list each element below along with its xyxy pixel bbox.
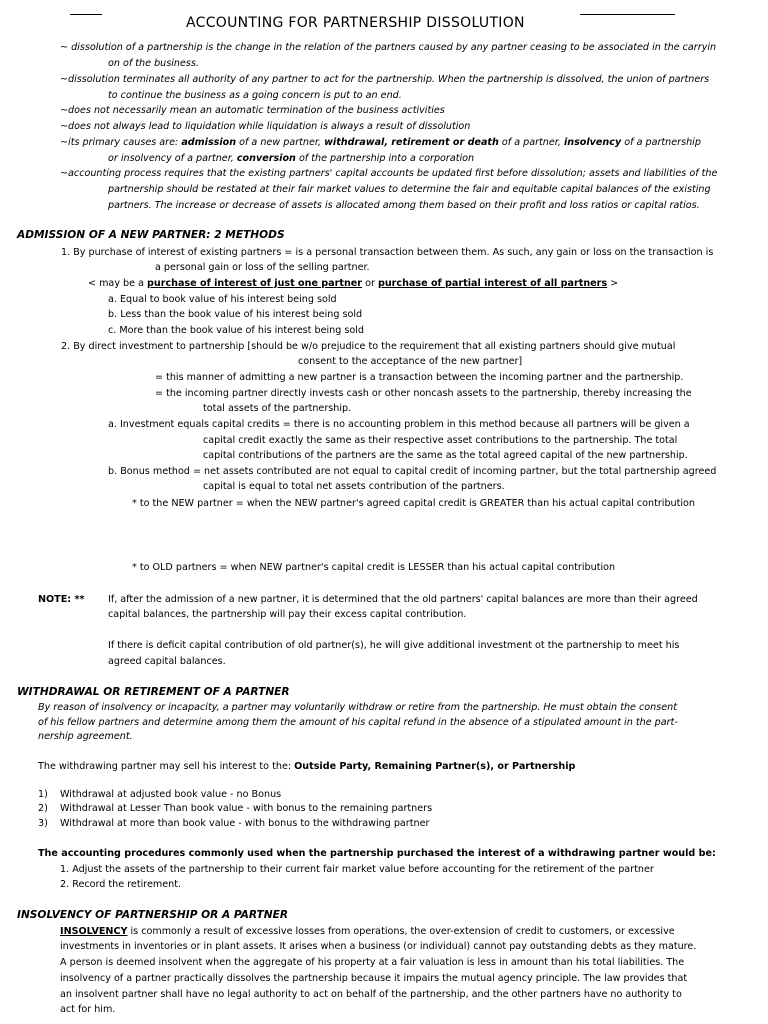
purchase-types	[88, 277, 618, 290]
intro-line-6-cont-2: partners. The increase or decrease of assets is allocated among them based on their profit and loss ratios or capital ratios.	[108, 200, 700, 211]
investment-explain-2: = the incoming partner directly invests cash or other noncash assets to the partnership, thereby increasing the	[155, 388, 692, 399]
causes-lead: ~its primary causes are:	[60, 137, 182, 148]
note-para-2-cont: agreed capital balances.	[108, 656, 226, 667]
page-title: ACCOUNTING FOR PARTNERSHIP DISSOLUTION	[186, 15, 525, 31]
intro-line-1: ~ dissolution of a partnership is the change in the relation of the partners caused by any partner ceasing to be associated in the carryin	[60, 42, 717, 53]
cause-insolvency: insolvency	[563, 137, 622, 148]
method-1-cont: a personal gain or loss of the selling partner.	[155, 262, 370, 273]
intro-line-5	[60, 136, 701, 149]
intro-line-3: ~does not necessarily mean an automatic termination of the business activities	[60, 105, 445, 116]
withdrawal-para-1-cont-1: of his fellow partners and determine among them the amount of his capital refund in the absence of a stipulated amount in the part-	[38, 717, 678, 728]
bonus-new-partner: * to the NEW partner = when the NEW partner's agreed capital credit is GREATER than his actual capital contribution	[132, 498, 696, 509]
withdrawal-item-3: Withdrawal at more than book value - with bonus to the withdrawing partner	[60, 818, 430, 829]
insolvency-text-1: is commonly a result of excessive losses from operations, the over-extension of credit to customers, or excessive	[127, 926, 675, 937]
insolvency-para-5: an insolvent partner shall have no legal authority to act on behalf of the partnership, and the other partners have no authority to	[60, 989, 682, 1000]
sell-options: Outside Party, Remaining Partner(s), or Partnership	[294, 761, 576, 772]
cause-conversion: conversion	[236, 153, 296, 164]
sell-lead: The withdrawing partner may sell his interest to the:	[38, 761, 295, 772]
insolvency-para-4: insolvency of a partner practically dissolves the partnership because it impairs the mutual agency principle. The law provides that	[60, 973, 688, 984]
note-label: NOTE: **	[38, 594, 85, 605]
intro-line-4: ~does not always lead to liquidation while liquidation is always a result of dissolution	[60, 121, 471, 132]
insolvency-heading: INSOLVENCY OF PARTNERSHIP OR A PARTNER	[17, 909, 289, 921]
investment-option-b-cont: capital is equal to total net assets contribution of the partners.	[203, 481, 505, 492]
note-para-1: If, after the admission of a new partner, it is determined that the old partners' capital balances are more than their agreed	[108, 594, 698, 605]
purchase-option-c: c. More than the book value of his interest being sold	[108, 325, 364, 336]
insolvency-para-3: A person is deemed insolvent when the aggregate of his property at a fair valuation is less in amount than his total liabilities. The	[60, 957, 685, 968]
method-1: 1. By purchase of interest of existing partners = is a personal transaction between them. As such, any gain or loss on the transaction is	[61, 247, 714, 258]
intro-line-1-cont: on of the business.	[108, 58, 199, 69]
investment-explain-2-cont: total assets of the partnership.	[203, 403, 352, 414]
causes-text-2: of a partner,	[498, 137, 564, 148]
intro-line-5-cont	[108, 152, 474, 165]
withdrawal-item-1: Withdrawal at adjusted book value - no Bonus	[60, 789, 282, 800]
withdrawal-item-1-num: 1)	[38, 789, 48, 800]
purchase-or: or	[362, 278, 378, 289]
investment-option-b: b. Bonus method = net assets contributed are not equal to capital credit of incoming partner, but the total partnership agreed	[108, 466, 717, 477]
note-para-2: If there is deficit capital contribution of old partner(s), he will give additional investment ot the partnership to meet his	[108, 640, 680, 651]
causes-text-3: of a partnership	[621, 137, 701, 148]
cause-admission: admission	[181, 137, 237, 148]
investment-option-a: a. Investment equals capital credits = there is no accounting problem in this method because all partners will be given a	[108, 419, 690, 430]
insolvency-para-1	[60, 925, 675, 938]
header-rule-right	[580, 14, 675, 15]
insolvency-para-6: act for him.	[60, 1004, 116, 1015]
investment-explain-1: = this manner of admitting a new partner is a transaction between the incoming partner and the partnership.	[155, 372, 684, 383]
insolvency-para-2: investments in inventories or in plant assets. It arises when a business (or individual) cannot pay outstanding debts as they mature.	[60, 941, 697, 952]
investment-option-a-cont-2: capital contributions of the partners are the same as the total agreed capital of the new partnership.	[203, 450, 688, 461]
withdrawal-para-1: By reason of insolvency or incapacity, a partner may voluntarily withdraw or retire from the partnership. He must obtain the consent	[38, 702, 677, 713]
causes-text-4: or insolvency of a partner,	[108, 153, 237, 164]
procedure-step-2: 2. Record the retirement.	[60, 879, 182, 890]
intro-line-6-cont-1: partnership should be restated at their fair market values to determine the fair and equitable capital balances of the existing	[108, 184, 711, 195]
insolvency-term: INSOLVENCY	[60, 926, 128, 937]
procedures-heading: The accounting procedures commonly used when the partnership purchased the interest of a withdrawing partner would be:	[38, 848, 716, 859]
withdrawal-item-3-num: 3)	[38, 818, 48, 829]
intro-line-6: ~accounting process requires that the existing partners' capital accounts be updated first before dissolution; assets and liabilities of the	[60, 168, 718, 179]
causes-text-1: of a new partner,	[236, 137, 325, 148]
header-rule-left	[70, 14, 102, 15]
intro-line-2-cont: to continue the business as a going concern is put to an end.	[108, 90, 402, 101]
method-2: 2. By direct investment to partnership [should be w/o prejudice to the requirement that all existing partners should give mutual	[61, 341, 676, 352]
procedure-step-1: 1. Adjust the assets of the partnership to their current fair market value before accounting for the retirement of the partner	[60, 864, 654, 875]
purchase-option-b: b. Less than the book value of his interest being sold	[108, 309, 363, 320]
withdrawal-heading: WITHDRAWAL OR RETIREMENT OF A PARTNER	[17, 686, 290, 698]
purchase-one-partner: purchase of interest of just one partner	[147, 278, 363, 289]
note-para-1-cont: capital balances, the partnership will pay their excess capital contribution.	[108, 609, 467, 620]
method-2-cont: consent to the acceptance of the new partner]	[298, 356, 523, 367]
admission-heading: ADMISSION OF A NEW PARTNER: 2 METHODS	[17, 229, 285, 241]
causes-text-5: of the partnership into a corporation	[295, 153, 475, 164]
withdrawal-sell-line	[38, 760, 575, 773]
intro-line-2: ~dissolution terminates all authority of any partner to act for the partnership. When the partnership is dissolved, the union of partners	[60, 74, 710, 85]
purchase-close: >	[607, 278, 619, 289]
cause-withdrawal: withdrawal, retirement or death	[324, 137, 499, 148]
purchase-option-a: a. Equal to book value of his interest being sold	[108, 294, 337, 305]
withdrawal-item-2: Withdrawal at Lesser Than book value - with bonus to the remaining partners	[60, 803, 433, 814]
bonus-old-partners: * to OLD partners = when NEW partner's capital credit is LESSER than his actual capital contribution	[132, 562, 616, 573]
withdrawal-para-1-cont-2: nership agreement.	[38, 731, 133, 742]
purchase-lead: < may be a	[88, 278, 148, 289]
investment-option-a-cont-1: capital credit exactly the same as their respective asset contributions to the partnership. The total	[203, 435, 678, 446]
purchase-all-partners: purchase of partial interest of all partners	[377, 278, 608, 289]
withdrawal-item-2-num: 2)	[38, 803, 48, 814]
